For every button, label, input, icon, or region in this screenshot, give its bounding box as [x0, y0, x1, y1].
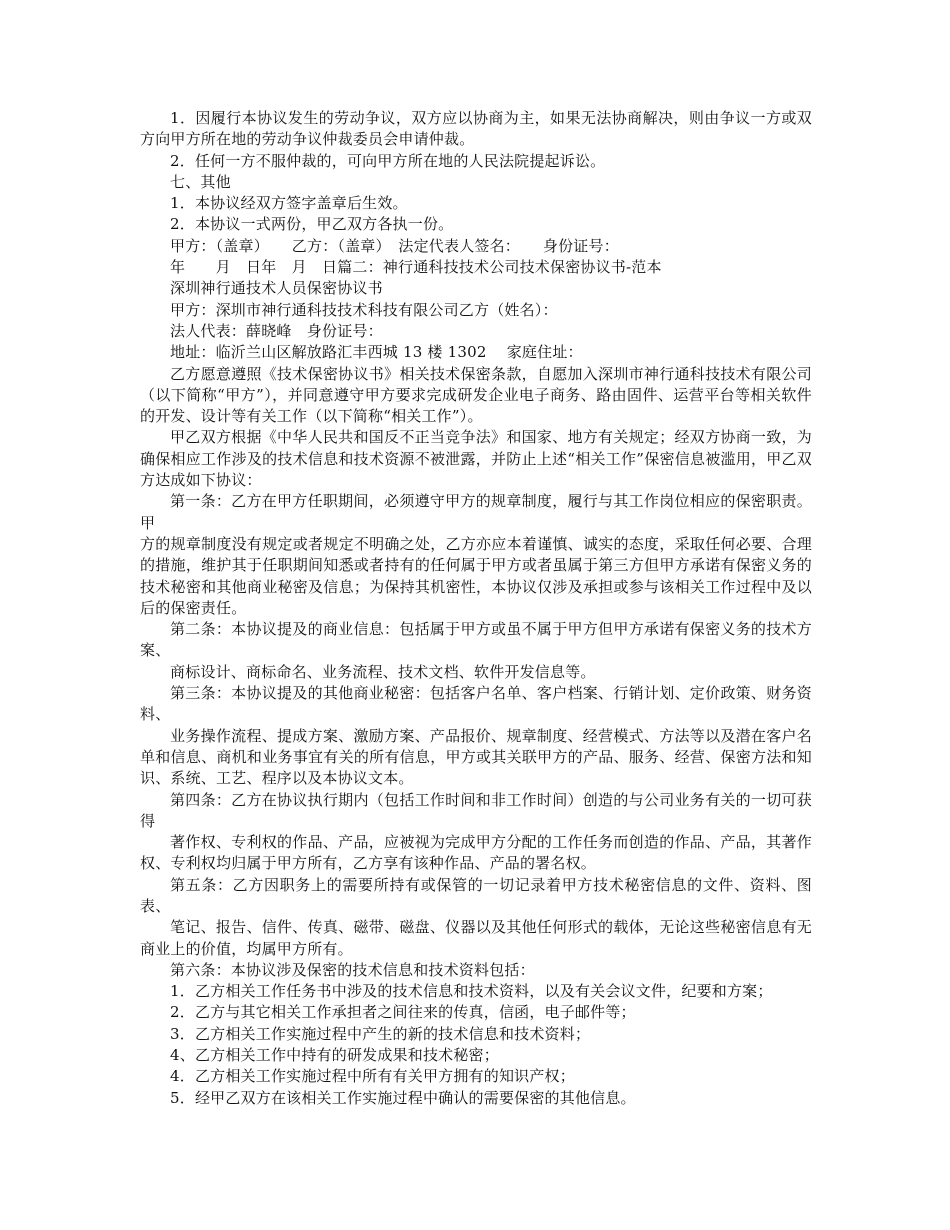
paragraph-other-2: 2．本协议一式两份，甲乙双方各执一份。	[170, 215, 454, 234]
article-2-head: 第二条：本协议提及的商业信息：包括属于甲方或虽不属于甲方但甲方承诺有保密义务的技术方案、	[140, 620, 812, 660]
article-1-body: 方的规章制度没有规定或者规定不明确之处，乙方亦应本着谨慎、诚实的态度，采取任何必要、合理的措施，维护其于任职期间知悉或者持有的任何属于甲方或者虽属于第三方但甲方承诺有保密义务的技术秘密和其他商业秘密及信息；为保持其机密性，本协议仅涉及承担或参与该相关工作过程中及以后的保密责任。	[140, 534, 812, 617]
article-5-head: 第五条：乙方因职务上的需要所持有或保管的一切记录着甲方技术秘密信息的文件、资料、图表、	[140, 875, 812, 915]
article-3-body: 业务操作流程、提成方案、激励方案、产品报价、规章制度、经营模式、方法等以及潜在客户名单和信息、商机和业务事宜有关的所有信息，甲方或其关联甲方的产品、服务、经营、保密方法和知识、系统、工艺、程序以及本协议文本。	[140, 726, 812, 788]
article-6-item-5: 4．乙方相关工作实施过程中所有有关甲方拥有的知识产权；	[170, 1067, 575, 1086]
signature-line: 甲方：（盖章） 乙方：（盖章） 法定代表人签名： 身份证号：	[170, 236, 619, 255]
article-6-item-4: 4、乙方相关工作中持有的研发成果和技术秘密；	[170, 1046, 499, 1065]
article-2-body: 商标设计、商标命名、业务流程、技术文档、软件开发信息等。	[170, 662, 596, 681]
paragraph-basis: 甲乙双方根据《中华人民共和国反不正当竞争法》和国家、地方有关规定；经双方协商一致，为确保相应工作涉及的技术信息和技术资源不被泄露，并防止上述“相关工作”保密信息被滥用，甲乙双方达成如下协议：	[140, 428, 812, 490]
paragraph-arbitration-1: 1．因履行本协议发生的劳动争议，双方应以协商为主，如果无法协商解决，则由争议一方或双方向甲方所在地的劳动争议仲裁委员会申请仲裁。	[140, 109, 812, 149]
address-line: 地址：临沂兰山区解放路汇丰西城 13 楼 1302 家庭住址：	[170, 343, 583, 362]
legal-rep-line: 法人代表：薛晓峰 身份证号：	[170, 321, 383, 340]
paragraph-arbitration-2: 2．任何一方不服仲裁的，可向甲方所在地的人民法院提起诉讼。	[170, 151, 606, 170]
article-6-item-2: 2．乙方与其它相关工作承担者之间往来的传真，信函，电子邮件等；	[170, 1003, 636, 1022]
agreement-title: 深圳神行通技术人员保密协议书	[170, 279, 383, 298]
party-a-line: 甲方：深圳市神行通科技技术科技有限公司乙方（姓名）：	[170, 300, 558, 319]
article-6-item-1: 1．乙方相关工作任务书中涉及的技术信息和技术资料，以及有关会议文件，纪要和方案；	[170, 982, 773, 1001]
document-body	[140, 108, 812, 1109]
article-6-head: 第六条：本协议涉及保密的技术信息和技术资料包括：	[170, 960, 535, 979]
article-1-head: 第一条：乙方在甲方任职期间，必须遵守甲方的规章制度，履行与其工作岗位相应的保密职责。甲	[140, 492, 812, 532]
article-4-body: 著作权、专利权的作品、产品，应被视为完成甲方分配的工作任务而创造的作品、产品，其著作权、专利权均归属于甲方所有，乙方享有该种作品、产品的署名权。	[140, 833, 812, 873]
paragraph-other-1: 1．本协议经双方签字盖章后生效。	[170, 194, 408, 213]
article-6-item-6: 5．经甲乙双方在该相关工作实施过程中确认的需要保密的其他信息。	[170, 1088, 636, 1107]
article-5-body: 笔记、报告、信件、传真、磁带、磁盘、仪器以及其他任何形式的载体，无论这些秘密信息有无商业上的价值，均属甲方所有。	[140, 918, 812, 958]
article-4-head: 第四条：乙方在协议执行期内（包括工作时间和非工作时间）创造的与公司业务有关的一切可获得	[140, 790, 812, 830]
article-3-head: 第三条：本协议提及的其他商业秘密：包括客户名单、客户档案、行销计划、定价政策、财务资料、	[140, 684, 812, 724]
date-line: 年 月 日年 月 日篇二：神行通科技技术公司技术保密协议书-范本	[170, 258, 662, 277]
section-heading-other: 七、其他	[170, 172, 231, 191]
article-6-item-3: 3．乙方相关工作实施过程中产生的新的技术信息和技术资料；	[170, 1024, 591, 1043]
paragraph-intro: 乙方愿意遵照《技术保密协议书》相关技术保密条款，自愿加入深圳市神行通科技技术有限公司（以下简称“甲方”），并同意遵守甲方要求完成研发企业电子商务、路由固件、运营平台等相关软件的开发、设计等有关工作（以下简称“相关工作”）。	[140, 364, 812, 426]
